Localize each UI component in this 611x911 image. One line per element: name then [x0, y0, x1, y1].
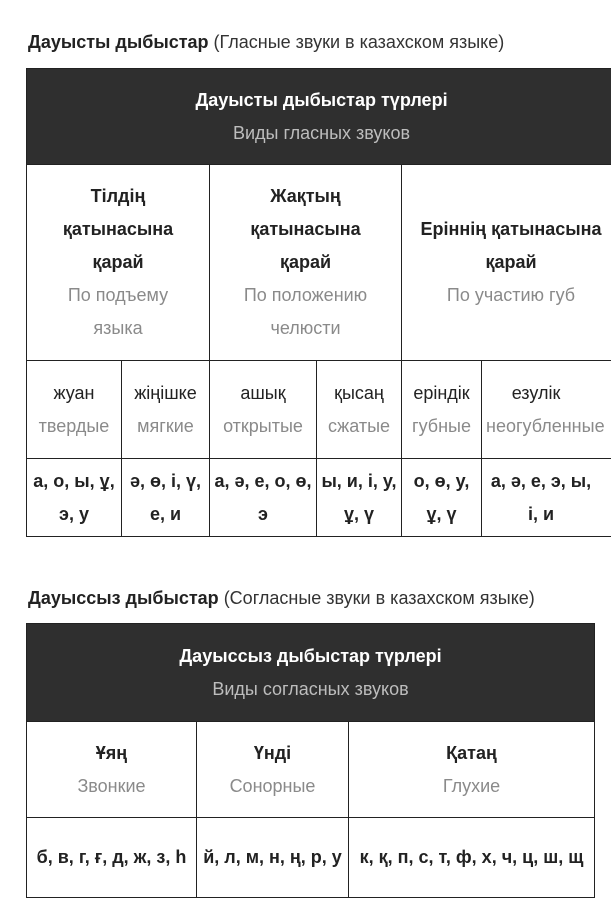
vowel-type-cell: [122, 361, 210, 459]
consonant-type-cell: [27, 722, 197, 818]
vowels-title-sub: Виды гласных звуков: [232, 122, 411, 143]
vowel-type-ru: открытые: [223, 415, 303, 436]
vowel-group-label: Жақтың қатынасына қарай: [250, 186, 361, 272]
vowel-type-cell: [402, 361, 482, 459]
vowel-type-cell: [317, 361, 402, 459]
vowel-type-cell: [27, 361, 122, 459]
vowel-letters-cell: ә, ө, і, ү, е, и: [122, 459, 210, 537]
vowels-table-title: [27, 69, 611, 165]
vowel-group-label: Еріннің қатынасына қарай: [420, 219, 602, 272]
vowels-title: Дауысты дыбыстар түрлері: [195, 89, 448, 110]
vowel-type-kz: қысаң: [334, 382, 384, 403]
consonant-type-kz: Қатаң: [446, 742, 497, 763]
consonants-title: Дауыссыз дыбыстар түрлері: [179, 645, 442, 666]
vowel-type-ru: сжатые: [327, 415, 391, 436]
vowel-group-jaw: [210, 165, 402, 361]
consonants-heading-bold: Дауыссыз дыбыстар: [28, 588, 219, 608]
consonant-type-cell: [349, 722, 595, 818]
vowel-letters-cell: а, ә, е, э, ы, і, и: [482, 459, 611, 537]
consonants-heading: [28, 588, 535, 609]
vowel-type-ru: мягкие: [137, 415, 194, 436]
vowels-table: [26, 68, 611, 537]
consonants-table-wrap: [26, 623, 611, 898]
vowel-letters-cell: а, ә, е, о, ө, э: [210, 459, 317, 537]
consonant-letters-cell: й, л, м, н, ң, р, у: [197, 818, 349, 898]
vowel-type-cell: [482, 361, 611, 459]
consonants-title-sub: Виды согласных звуков: [212, 678, 409, 699]
vowel-type-kz: жіңішке: [134, 382, 197, 403]
vowel-group-sub: По участию губ: [446, 285, 576, 305]
consonant-type-ru: Глухие: [442, 775, 501, 796]
vowel-group-tongue: [27, 165, 210, 361]
vowel-letters-cell: о, ө, у, ұ, ү: [402, 459, 482, 537]
vowels-heading-bold: Дауысты дыбыстар: [28, 32, 209, 52]
vowel-letters-cell: ы, и, і, у, ұ, ү: [317, 459, 402, 537]
vowel-letters-cell: а, о, ы, ұ, э, у: [27, 459, 122, 537]
consonants-heading-rest: (Согласные звуки в казахском языке): [218, 588, 535, 608]
vowel-type-ru: губные: [412, 415, 471, 436]
vowels-heading: [28, 32, 504, 53]
consonants-table: [26, 623, 595, 898]
vowel-type-cell: [210, 361, 317, 459]
vowel-type-ru: неогубленные: [486, 415, 605, 436]
vowels-heading-rest: (Гласные звуки в казахском языке): [208, 32, 505, 52]
vowel-type-ru: твердые: [38, 415, 110, 436]
consonant-type-ru: Сонорные: [229, 775, 316, 796]
vowel-type-kz: езулік: [511, 382, 561, 403]
vowel-type-kz: еріндік: [413, 382, 470, 403]
vowels-table-wrap: [26, 68, 611, 537]
consonant-letters-cell: к, қ, п, с, т, ф, х, ч, ц, ш, щ: [349, 818, 595, 898]
consonant-type-kz: Үнді: [253, 742, 292, 763]
consonant-type-ru: Звонкие: [77, 775, 146, 796]
consonant-type-kz: Ұяң: [95, 742, 128, 763]
vowel-type-kz: ашық: [240, 382, 286, 403]
consonant-letters-cell: б, в, г, ғ, д, ж, з, һ: [27, 818, 197, 898]
consonant-type-cell: [197, 722, 349, 818]
vowel-type-kz: жуан: [53, 382, 95, 403]
vowel-group-lips: [402, 165, 611, 361]
vowel-group-label: Тілдің қатынасына қарай: [62, 186, 174, 272]
consonants-table-title: [27, 624, 595, 722]
vowel-group-sub: По положению челюсти: [243, 285, 368, 338]
vowel-group-sub: По подъему языка: [67, 285, 169, 338]
